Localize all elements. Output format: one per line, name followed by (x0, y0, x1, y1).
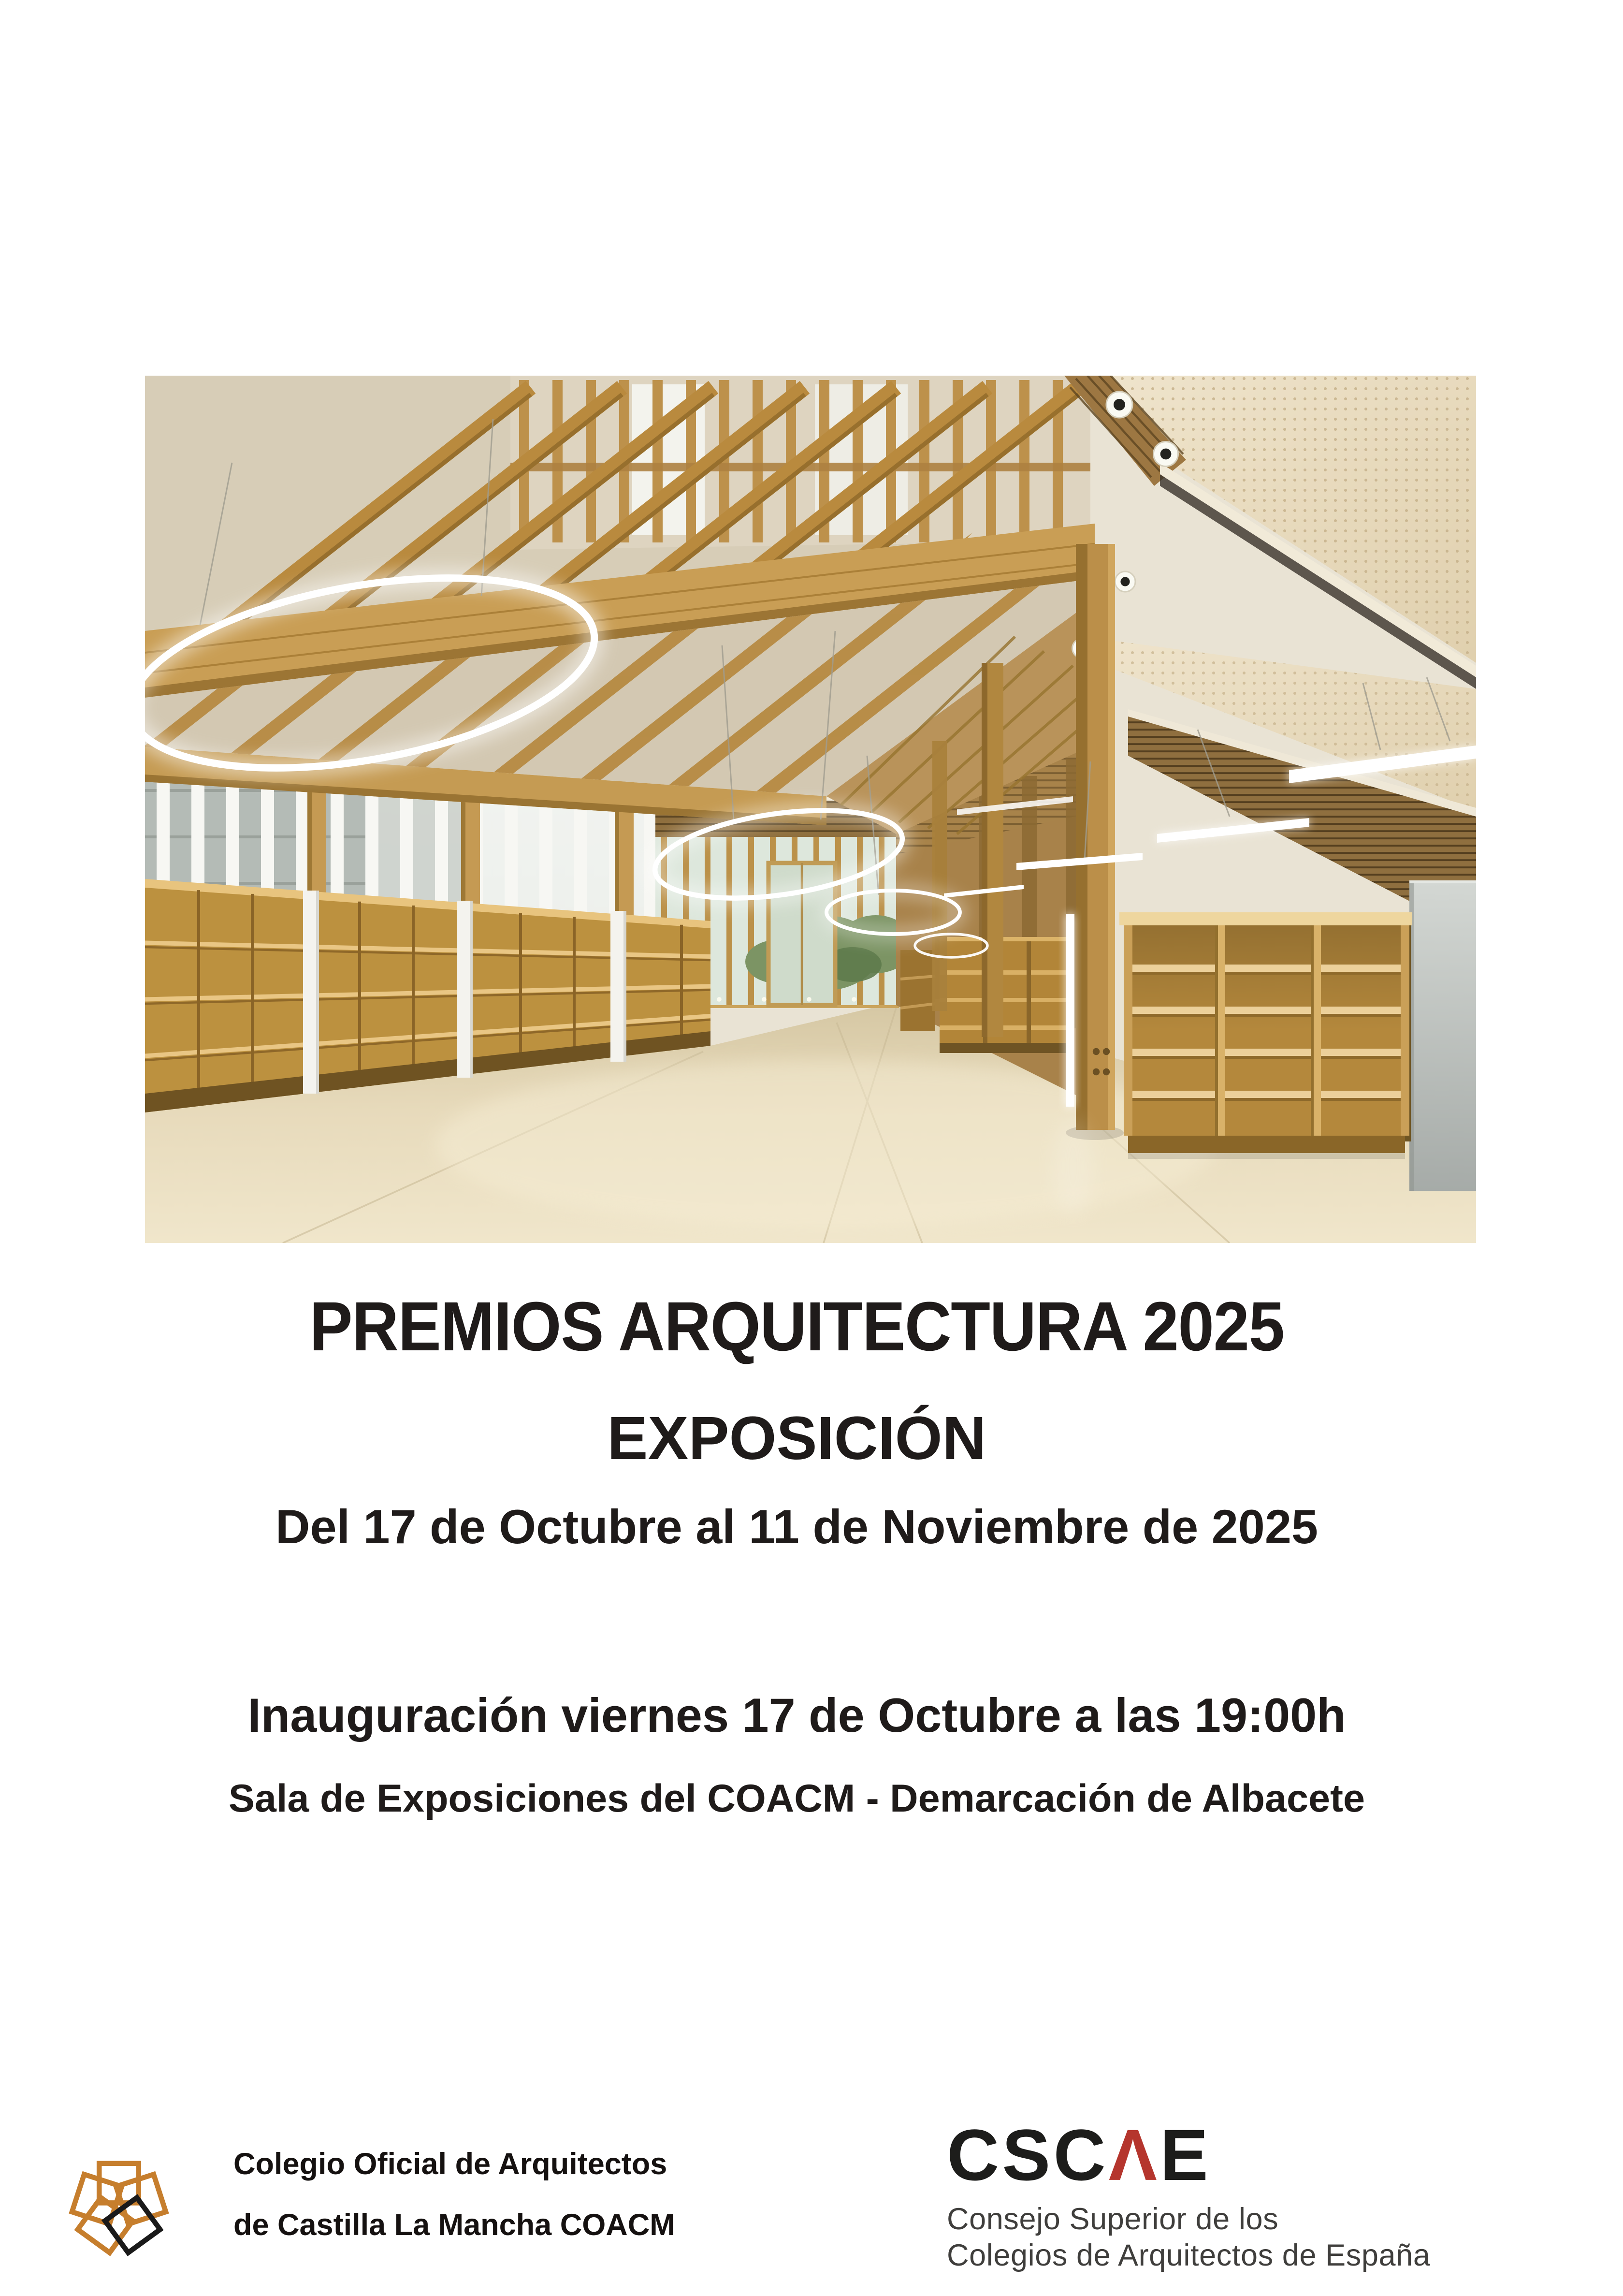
poster-dates: Del 17 de Octubre al 11 de Noviembre de 2025 (275, 1500, 1318, 1553)
poster-title: PREMIOS ARQUITECTURA 2025 (309, 1289, 1284, 1366)
poster-opening-line: Inauguración viernes 17 de Octubre a las 19:00h (247, 1688, 1346, 1742)
cscae-name-line1: Consejo Superior de los (947, 2203, 1279, 2237)
coacm-name (233, 2135, 675, 2257)
cscae-word-suffix: E (1159, 2115, 1211, 2196)
coacm-name-line2: de Castilla La Mancha COACM (233, 2209, 675, 2242)
cscae-name (947, 2202, 1430, 2274)
poster-venue-line: Sala de Exposiciones del COACM - Demarcación de Albacete (228, 1777, 1365, 1820)
poster-subtitle: EXPOSICIÓN (607, 1404, 986, 1472)
frosted-partition (1409, 880, 1476, 1191)
coacm-pinwheel-icon (61, 2144, 177, 2260)
cscae-wordmark (947, 2115, 1430, 2196)
cscae-lambda-icon: Λ (1108, 2115, 1160, 2196)
cscae-logo (947, 2115, 1431, 2274)
midground-shelf (940, 937, 1073, 1053)
right-bookshelf (1119, 912, 1412, 1159)
cscae-name-line2: Colegios de Arquitectos de España (947, 2239, 1431, 2273)
exhibition-photo (145, 376, 1476, 1243)
cscae-word-prefix: CSC (947, 2115, 1109, 2196)
coacm-logo (61, 2144, 177, 2260)
coacm-name-line1: Colegio Oficial de Arquitectos (233, 2148, 667, 2181)
photo-illustration (145, 376, 1476, 1243)
